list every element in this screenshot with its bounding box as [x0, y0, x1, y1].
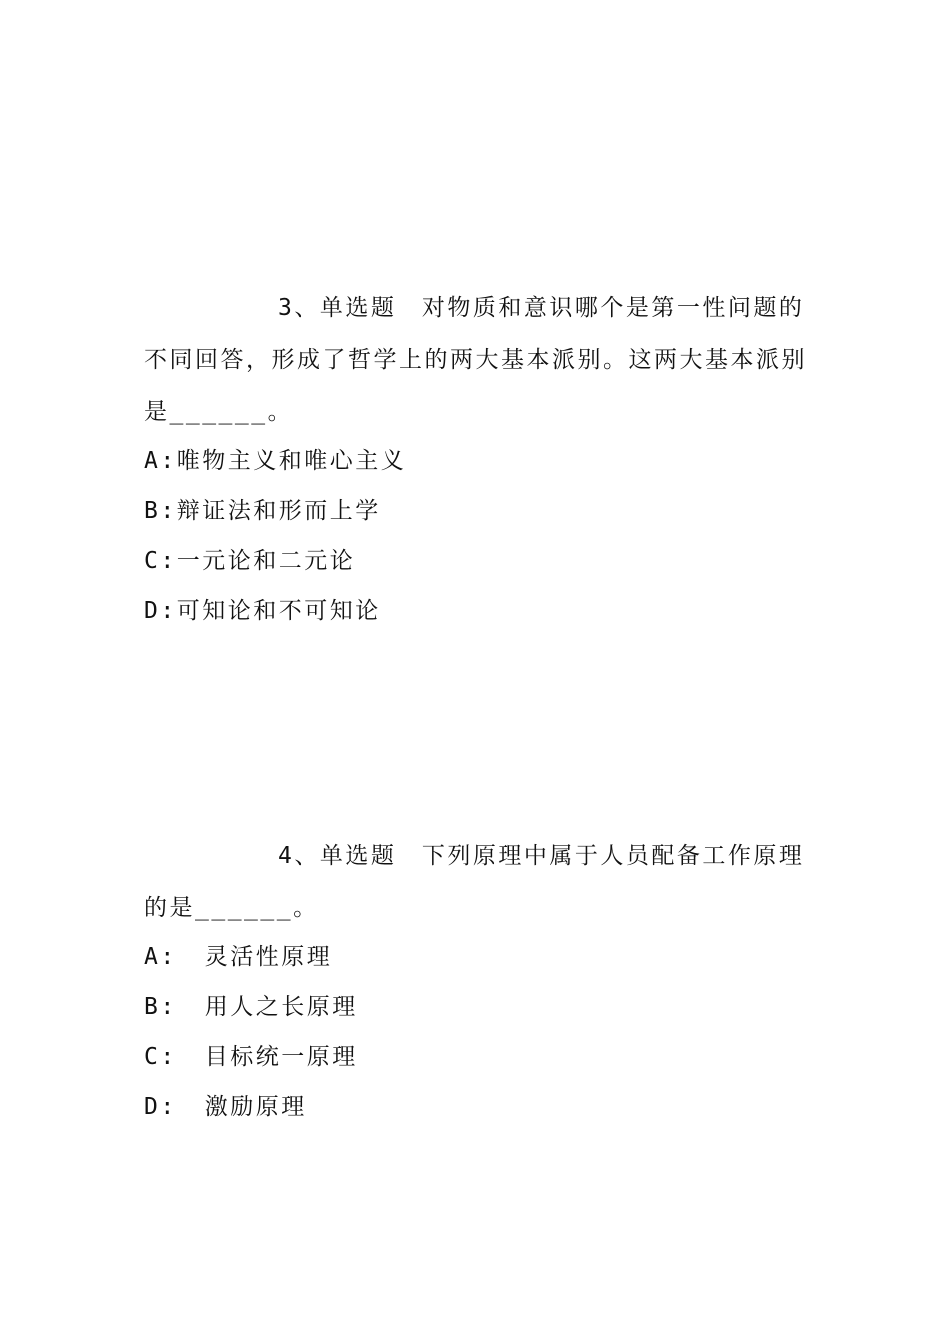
option-text: 目标统一原理 [204, 1044, 358, 1070]
option-text: 激励原理 [204, 1094, 307, 1120]
option-c [144, 536, 810, 586]
option-a [144, 932, 810, 982]
option-d [144, 1082, 810, 1132]
question-number-type: 4、单选题 [278, 843, 397, 869]
option-d [144, 586, 810, 636]
option-letter: C: [144, 1044, 177, 1070]
question-stem [144, 282, 810, 438]
question-text: 下列原理中属于人员配备工作原理的是______。 [144, 843, 805, 921]
option-letter: B: [144, 498, 177, 524]
question-4 [144, 830, 810, 1132]
option-letter: A: [144, 944, 177, 970]
question-number-type: 3、单选题 [278, 295, 397, 321]
option-text: 灵活性原理 [204, 944, 333, 970]
option-c [144, 1032, 810, 1082]
option-text: 可知论和不可知论 [176, 598, 381, 624]
option-letter: D: [144, 598, 177, 624]
option-letter: A: [144, 448, 177, 474]
question-text: 对物质和意识哪个是第一性问题的不同回答，形成了哲学上的两大基本派别。这两大基本派别是______。 [144, 295, 807, 425]
option-text: 辩证法和形而上学 [176, 498, 381, 524]
option-b [144, 982, 810, 1032]
option-letter: B: [144, 994, 177, 1020]
option-b [144, 486, 810, 536]
option-text: 用人之长原理 [204, 994, 358, 1020]
option-text: 唯物主义和唯心主义 [176, 448, 407, 474]
options-list [144, 436, 810, 636]
question-stem [144, 830, 810, 934]
question-3 [144, 282, 810, 636]
option-text: 一元论和二元论 [176, 548, 356, 574]
option-letter: D: [144, 1094, 177, 1120]
options-list [144, 932, 810, 1132]
option-a [144, 436, 810, 486]
option-letter: C: [144, 548, 177, 574]
